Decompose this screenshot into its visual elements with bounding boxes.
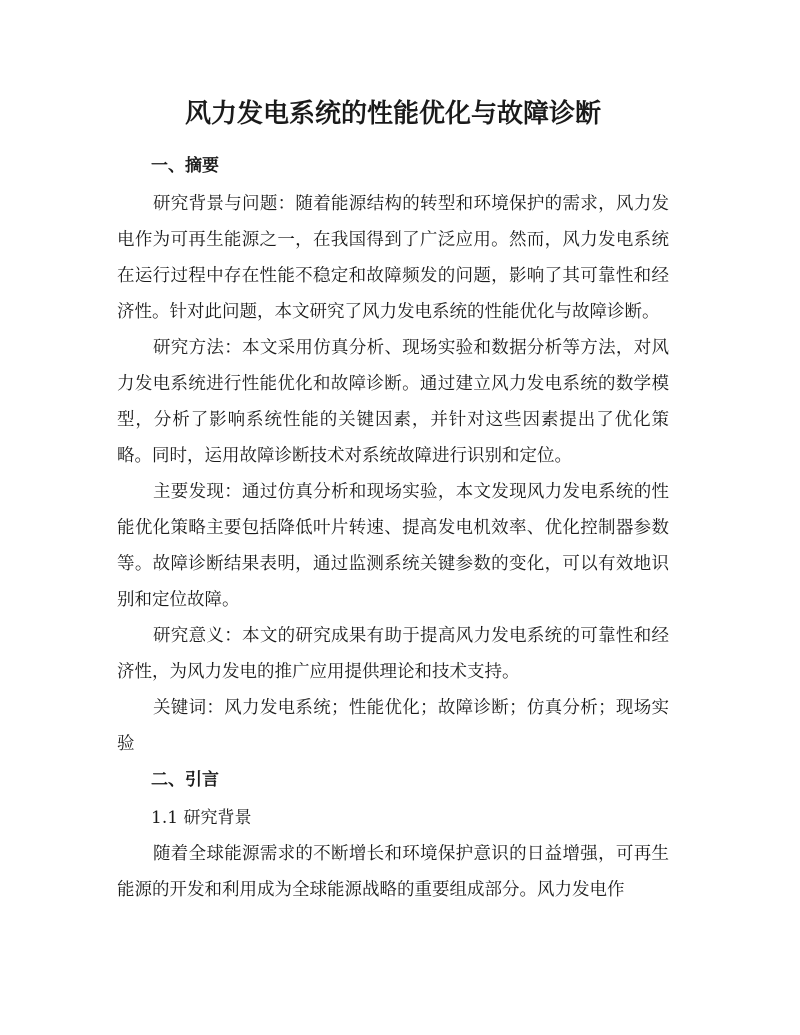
intro-paragraph: 随着全球能源需求的不断增长和环境保护意识的日益增强，可再生能源的开发和利用成为全球能源战略的重要组成部分。风力发电作 — [117, 844, 669, 900]
section-heading-abstract: 一、摘要 — [151, 156, 219, 176]
subsection-heading-background: 1.1 研究背景 — [151, 808, 252, 828]
abstract-findings-paragraph: 主要发现：通过仿真分析和现场实验，本文发现风力发电系统的性能优化策略主要包括降低叶片转速、提高发电机效率、优化控制器参数等。故障诊断结果表明，通过监测系统关键参数的变化，可以有效地识别和定位故障。 — [117, 482, 669, 610]
abstract-significance-paragraph: 研究意义：本文的研究成果有助于提高风力发电系统的可靠性和经济性，为风力发电的推广应用提供理论和技术支持。 — [117, 626, 669, 682]
document-title: 风力发电系统的性能优化与故障诊断 — [184, 99, 601, 129]
abstract-background-paragraph: 研究背景与问题：随着能源结构的转型和环境保护的需求，风力发电作为可再生能源之一，在我国得到了广泛应用。然而，风力发电系统在运行过程中存在性能不稳定和故障频发的问题，影响了其可靠性和经济性。针对此问题，本文研究了风力发电系统的性能优化与故障诊断。 — [117, 194, 669, 322]
document-page — [117, 92, 669, 908]
keywords-paragraph: 关键词：风力发电系统；性能优化；故障诊断；仿真分析；现场实验 — [117, 698, 669, 754]
section-heading-intro: 二、引言 — [151, 770, 219, 790]
abstract-method-paragraph: 研究方法：本文采用仿真分析、现场实验和数据分析等方法，对风力发电系统进行性能优化和故障诊断。通过建立风力发电系统的数学模型，分析了影响系统性能的关键因素，并针对这些因素提出了优化策略。同时，运用故障诊断技术对系统故障进行识别和定位。 — [117, 338, 669, 466]
